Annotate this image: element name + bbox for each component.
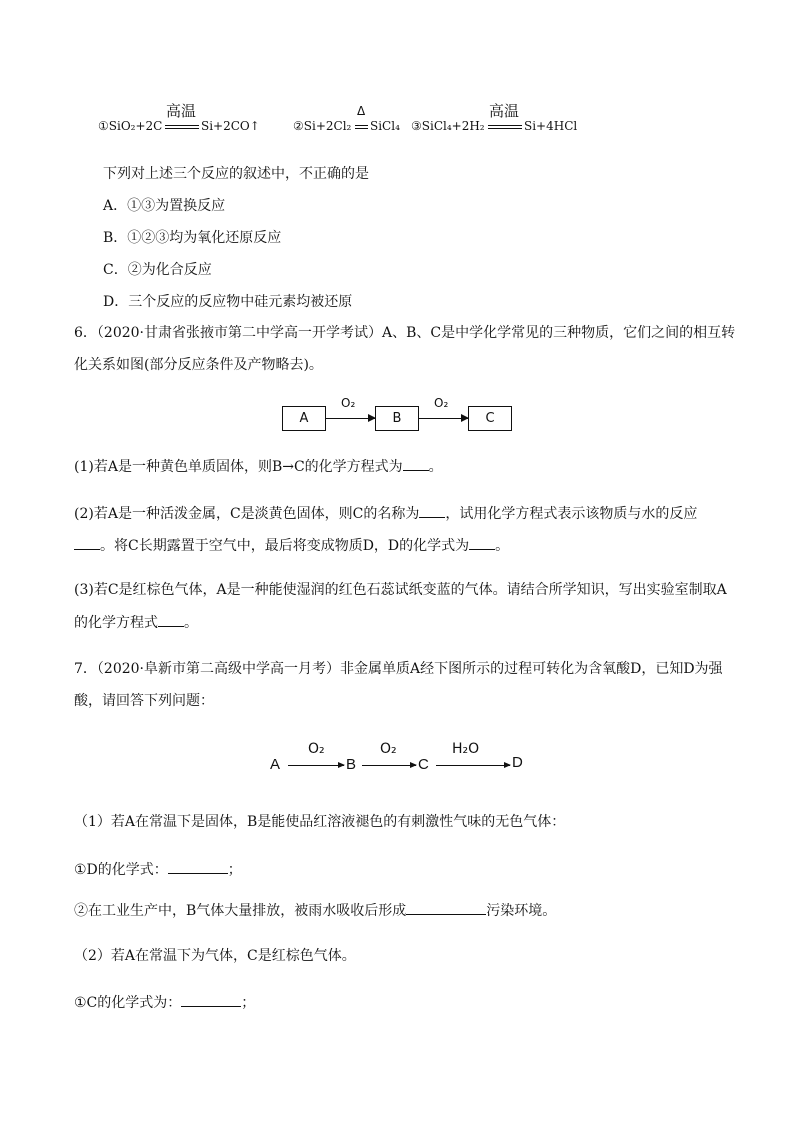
reaction-3-condition: 高温	[489, 102, 520, 120]
q7-part1-q1-end: ；	[227, 862, 242, 878]
q6-sub3-line1: (3)若C是红棕色气体，A是一种能使湿润的红色石蕊试纸变蓝的气体。请结合所学知识，写出实验室制取A	[74, 582, 727, 598]
q6-sub2-end: 。	[495, 538, 510, 554]
q6-sub3-line2	[74, 612, 198, 633]
q6-arrow-1	[325, 418, 375, 419]
q7-reagent-3: H₂O	[452, 741, 480, 757]
q6-stem-line2: 化关系如图(部分反应条件及产物略去)。	[74, 357, 323, 373]
q7-part2-q1-blank[interactable]	[181, 992, 241, 1007]
q7-node-d: D	[512, 754, 523, 771]
q5-option-c: C．②为化合反应	[103, 262, 212, 278]
q6-sub3-answer-blank[interactable]	[158, 612, 184, 627]
q7-arrow-2	[362, 765, 416, 766]
q7-stem-line2: 酸，请回答下列问题：	[74, 693, 214, 709]
q7-arrow-1	[288, 765, 344, 766]
reaction-2-reactants: ②Si+2Cl₂	[293, 119, 352, 133]
reaction-2-condition: Δ	[357, 104, 366, 118]
q6-box-b: B	[375, 406, 419, 431]
q7-arrow-3	[436, 765, 510, 766]
q6-sub3-text: 的化学方程式	[74, 615, 158, 631]
q6-sub2-line1	[74, 503, 697, 524]
reaction-3-products: Si+4HCl	[524, 119, 578, 133]
reaction-1-condition: 高温	[166, 102, 197, 120]
q7-part1-q1	[74, 859, 242, 880]
q6-sub2-equation-blank[interactable]	[74, 535, 100, 550]
q7-node-a: A	[270, 756, 281, 773]
reaction-2-equals-sign	[355, 125, 368, 129]
q6-stem-line1: 6．（2020·甘肃省张掖市第二中学高一开学考试）A、B、C是中学化学常见的三种物质，它们之间的相互转	[74, 325, 736, 341]
q7-part1: （1）若A在常温下是固体，B是能使品红溶液褪色的有刺激性气味的无色气体：	[74, 814, 566, 830]
q6-sub2-line2	[74, 535, 509, 556]
q6-sub2-text-mid: 。将C长期露置于空气中，最后将变成物质D，D的化学式为	[100, 538, 470, 554]
q5-option-a: A．①③为置换反应	[103, 198, 226, 214]
q7-stem-line1: 7．（2020·阜新市第二高级中学高一月考）非金属单质A经下图所示的过程可转化为含氧酸D，已知D为强	[74, 661, 723, 677]
q5-option-b: B．①②③均为氧化还原反应	[103, 230, 282, 246]
reaction-3-reactants: ③SiCl₄+2H₂	[411, 119, 485, 133]
q5-option-d: D．三个反应的反应物中硅元素均被还原	[103, 294, 353, 310]
reaction-1-reactants: ①SiO₂+2C	[98, 119, 163, 133]
q6-sub1	[74, 456, 443, 477]
q7-part1-q2-text: ②在工业生产中，B气体大量排放，被雨水吸收后形成	[74, 903, 407, 919]
q6-sub1-end: 。	[428, 459, 443, 475]
q6-sub2-text-cont: ，试用化学方程式表示该物质与水的反应	[445, 506, 698, 522]
q7-part2-q1-end: ；	[241, 995, 256, 1011]
q6-sub1-text: (1)若A是一种黄色单质固体，则B→C的化学方程式为	[74, 459, 403, 475]
q6-arrow-2	[418, 418, 468, 419]
reaction-1-equals-sign	[165, 125, 199, 129]
q7-part1-q1-blank[interactable]	[168, 859, 228, 874]
q7-part1-q2-blank[interactable]	[406, 900, 486, 915]
reaction-2-products: SiCl₄	[370, 119, 400, 133]
q6-sub2-formula-blank[interactable]	[469, 535, 495, 550]
q5-stem: 下列对上述三个反应的叙述中，不正确的是	[103, 166, 369, 182]
reaction-3-equals-sign	[488, 125, 522, 129]
q7-part1-q2	[74, 900, 556, 921]
q7-part2: （2）若A在常温下为气体，C是红棕色气体。	[74, 948, 356, 964]
q6-box-a: A	[282, 406, 326, 431]
q7-node-c: C	[418, 756, 429, 773]
q6-box-c: C	[468, 406, 512, 431]
q6-sub2-name-blank[interactable]	[419, 503, 445, 518]
q7-reagent-1: O₂	[308, 741, 325, 757]
reaction-1-products: Si+2CO↑	[201, 119, 260, 133]
q6-sub3-end: 。	[184, 615, 198, 631]
q7-reagent-2: O₂	[380, 741, 397, 757]
q6-sub1-answer-blank[interactable]	[403, 456, 429, 471]
q7-part1-q1-text: ①D的化学式：	[74, 862, 168, 878]
q6-reagent-2: O₂	[434, 396, 449, 410]
q7-node-b: B	[346, 756, 357, 773]
q7-part2-q1	[74, 992, 255, 1013]
q7-part1-q2-end: 污染环境。	[486, 903, 557, 919]
q7-part2-q1-text: ①C的化学式为：	[74, 995, 182, 1011]
q6-sub2-text: (2)若A是一种活泼金属，C是淡黄色固体，则C的名称为	[74, 506, 420, 522]
q6-reagent-1: O₂	[341, 396, 356, 410]
